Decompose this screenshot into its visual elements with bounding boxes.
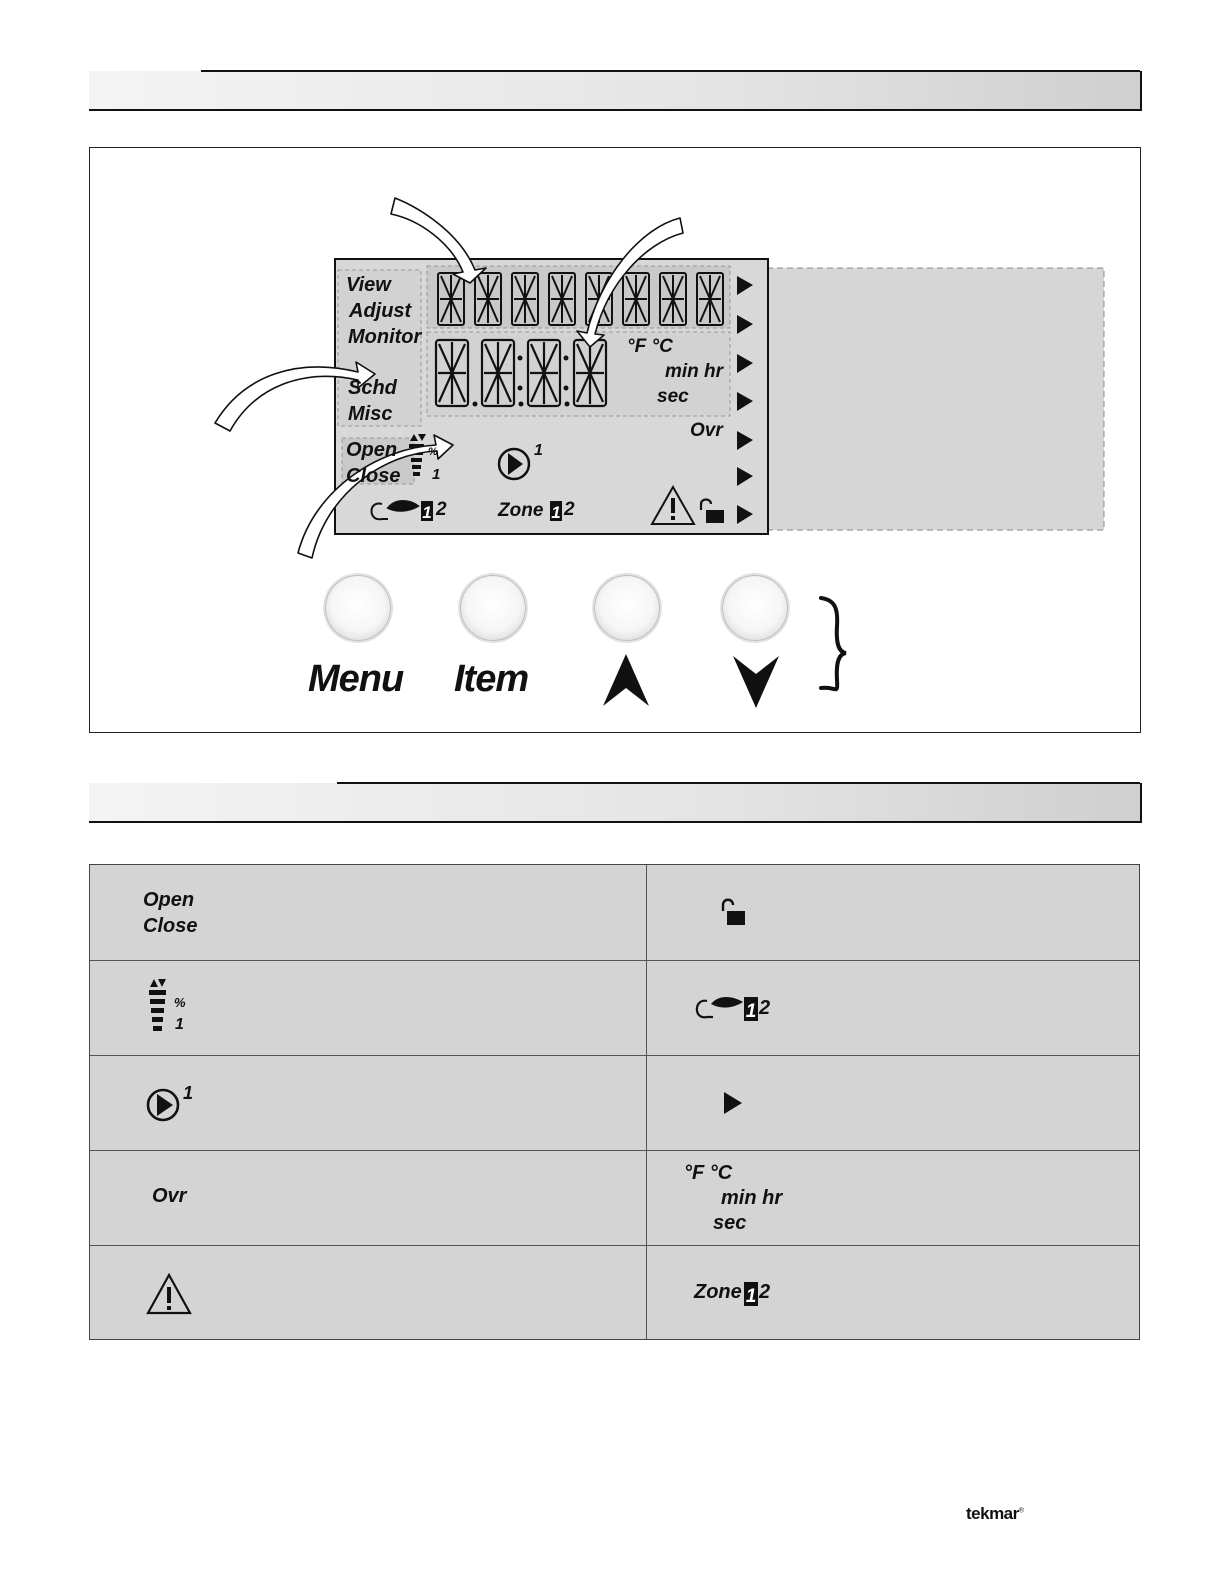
table-cell-open-close bbox=[143, 887, 197, 939]
burner-stage-box-one bbox=[744, 997, 758, 1021]
unlock-icon bbox=[716, 895, 752, 931]
units-group bbox=[684, 1161, 782, 1236]
brand-text: tekmar bbox=[966, 1504, 1019, 1523]
lcd-view-label: View bbox=[346, 274, 391, 296]
lcd-close-label: Close bbox=[346, 465, 401, 487]
sec-units-text: sec bbox=[713, 1212, 747, 1234]
lcd-temp-units: °F °C bbox=[627, 336, 673, 357]
zone-text: Zone bbox=[694, 1281, 742, 1303]
close-text: Close bbox=[143, 915, 198, 937]
up-arrow-icon bbox=[603, 654, 649, 706]
lcd-pump-number: 1 bbox=[534, 442, 543, 459]
valve-percent: % bbox=[174, 995, 186, 1010]
item-button[interactable] bbox=[460, 575, 526, 641]
display-diagram bbox=[89, 147, 1141, 733]
lcd-ovr-label: Ovr bbox=[690, 420, 723, 441]
lcd-burner-two: 2 bbox=[436, 499, 447, 520]
lcd-adjust-label: Adjust bbox=[349, 300, 412, 322]
burner-icon bbox=[691, 993, 747, 1023]
svg-text:1: 1 bbox=[551, 503, 561, 522]
pointer-icon bbox=[722, 1091, 744, 1115]
section-header-display bbox=[89, 71, 1142, 111]
warning-icon bbox=[146, 1273, 192, 1315]
symbol-table bbox=[89, 864, 1140, 1340]
pump-number: 1 bbox=[183, 1083, 194, 1103]
lcd-zone-two: 2 bbox=[564, 499, 575, 520]
menu-button[interactable] bbox=[325, 575, 391, 641]
callout-region bbox=[767, 268, 1104, 530]
burner-stage-two: 2 bbox=[759, 997, 771, 1019]
lcd-sec-units: sec bbox=[657, 386, 689, 407]
pump-icon bbox=[145, 1087, 181, 1123]
zone-two: 2 bbox=[759, 1281, 771, 1303]
brand-reg: ® bbox=[1018, 1507, 1024, 1515]
lcd-monitor-label: Monitor bbox=[348, 326, 422, 348]
lcd-zone-label: Zone bbox=[498, 500, 544, 521]
time-units-text: min hr bbox=[721, 1187, 783, 1209]
button-group-brace bbox=[821, 598, 846, 689]
lcd-open-label: Open bbox=[346, 439, 398, 461]
brand-logo bbox=[966, 1504, 1023, 1524]
lcd-schd-label: Schd bbox=[348, 377, 397, 399]
temp-units-text: °F °C bbox=[684, 1162, 733, 1184]
down-button[interactable] bbox=[722, 575, 788, 641]
lcd-valve-one: 1 bbox=[432, 466, 441, 483]
item-button-label: Item bbox=[454, 658, 529, 700]
lcd-percent: % bbox=[428, 446, 438, 458]
ovr-text: Ovr bbox=[152, 1185, 187, 1207]
up-button[interactable] bbox=[594, 575, 660, 641]
burner-box-one-text: 1 bbox=[745, 1001, 757, 1021]
lcd-time-units: min hr bbox=[665, 361, 724, 382]
svg-text:1: 1 bbox=[422, 503, 432, 522]
lcd-misc-label: Misc bbox=[348, 403, 393, 425]
down-arrow-icon bbox=[733, 656, 779, 708]
menu-button-label: Menu bbox=[308, 658, 404, 700]
zone-box-one bbox=[744, 1282, 758, 1306]
valve-one: 1 bbox=[175, 1016, 184, 1033]
open-text: Open bbox=[143, 889, 195, 911]
zone-box-one-text: 1 bbox=[745, 1286, 757, 1306]
lcd-diagram-svg bbox=[90, 148, 1140, 732]
section-header-symbols bbox=[89, 783, 1142, 823]
